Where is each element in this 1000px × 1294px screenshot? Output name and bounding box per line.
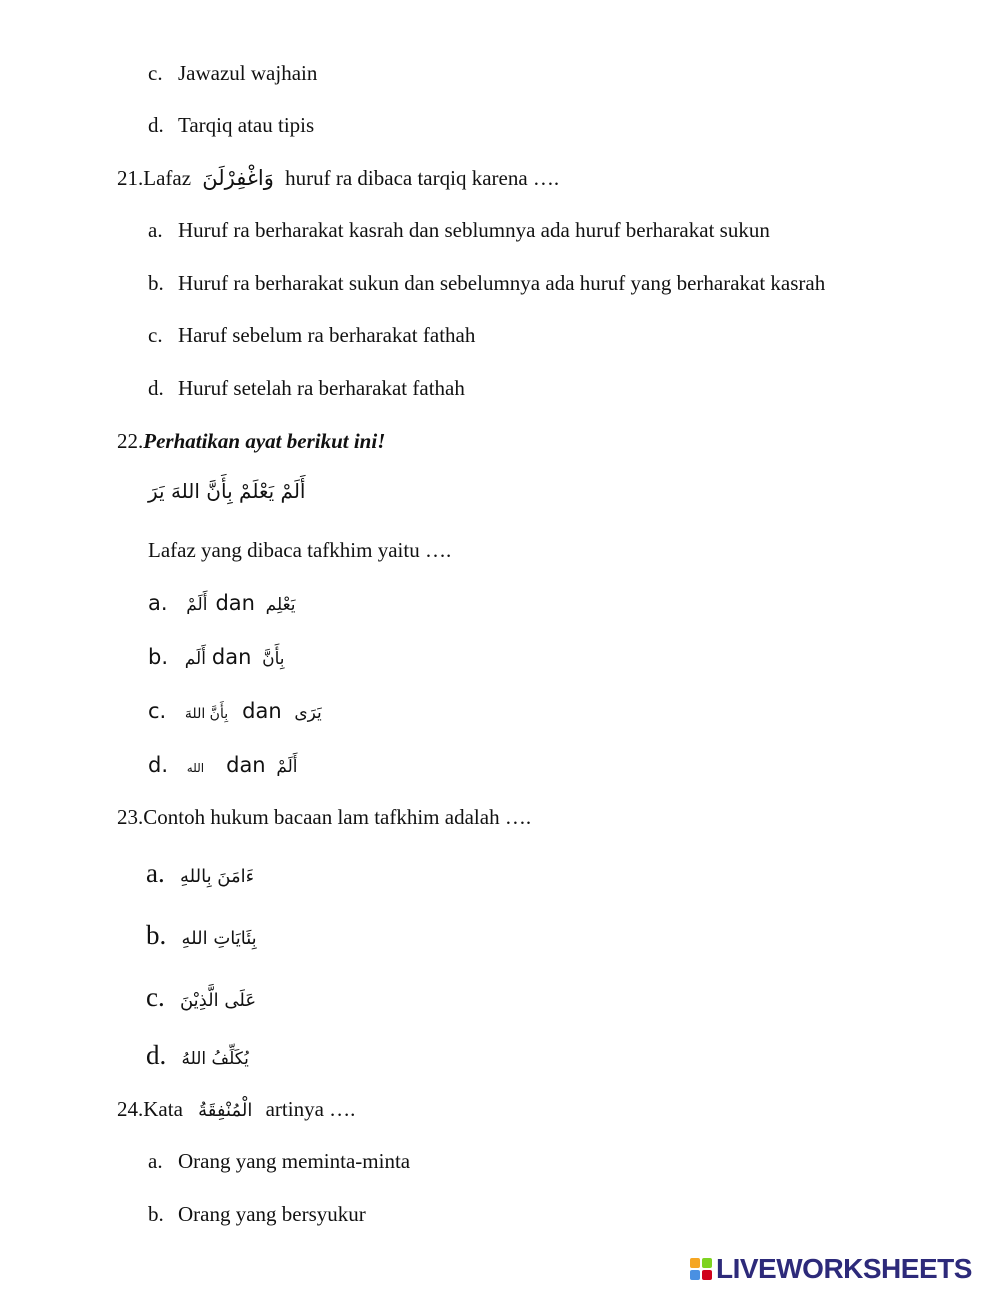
question-number: 23. xyxy=(117,805,144,829)
option-text: Huruf setelah ra berharakat fathah xyxy=(178,376,465,400)
logo-text: LIVEWORKSHEETS xyxy=(716,1253,972,1284)
option-label: d. xyxy=(146,1040,167,1070)
q21-option-c[interactable] xyxy=(148,322,475,348)
question-instruction: Perhatikan ayat berikut ini! xyxy=(143,429,386,453)
logo-square xyxy=(690,1258,700,1268)
option-label: c. xyxy=(148,699,167,723)
option-text: Huruf ra berharakat kasrah dan seblumnya ada huruf berharakat sukun xyxy=(178,218,770,242)
question-22 xyxy=(117,428,385,454)
option-label: b. xyxy=(148,1202,164,1226)
q21-option-d[interactable] xyxy=(148,375,465,401)
arabic-word: بِأَنَّ xyxy=(262,649,285,669)
option-label: b. xyxy=(148,271,164,295)
logo-square xyxy=(702,1270,712,1280)
question-text: Contoh hukum bacaan lam tafkhim adalah …. xyxy=(143,805,532,829)
option-label: d. xyxy=(148,753,169,777)
option-label: a. xyxy=(148,218,163,242)
question-number: 24. xyxy=(117,1097,144,1121)
liveworksheets-logo[interactable] xyxy=(690,1254,972,1284)
arabic-word: أَلَم xyxy=(184,649,206,669)
question-pre: Kata xyxy=(143,1097,183,1121)
option-label: b. xyxy=(146,920,167,950)
option-label: c. xyxy=(148,323,163,347)
q23-option-b[interactable] xyxy=(146,922,257,952)
arabic-word: وَاغْفِرْلَنَ xyxy=(202,166,274,190)
q22-verse xyxy=(148,478,305,504)
arabic-word: بِأَنَّ اللهَ xyxy=(184,706,229,722)
option-text: Haruf sebelum ra berharakat fathah xyxy=(178,323,476,347)
q20-option-d[interactable] xyxy=(148,112,314,138)
arabic-word: بِئَايَاتِ اللهِ xyxy=(181,928,257,949)
q21-option-a[interactable] xyxy=(148,217,770,243)
question-text: Lafaz yang dibaca tafkhim yaitu …. xyxy=(148,538,452,562)
arabic-word: يَعْلِم xyxy=(265,595,296,615)
q22-option-a[interactable] xyxy=(148,590,296,618)
arabic-word: يَرَى xyxy=(294,703,322,723)
option-conj: dan xyxy=(242,699,282,723)
option-label: c. xyxy=(148,61,163,85)
q22-question xyxy=(148,537,451,563)
logo-mark-icon xyxy=(690,1258,712,1280)
option-label: a. xyxy=(148,591,168,615)
q21-option-b[interactable] xyxy=(148,270,825,296)
q23-option-d[interactable] xyxy=(146,1042,249,1072)
question-post: artinya …. xyxy=(265,1097,356,1121)
q24-option-b[interactable] xyxy=(148,1201,366,1227)
arabic-verse: أَلَمْ يَعْلَمْ بِأَنَّ اللهَ يَرَ xyxy=(148,479,306,503)
q23-option-a[interactable] xyxy=(146,860,254,890)
question-23 xyxy=(117,804,531,830)
arabic-word: يُكَلِّفُ اللهُ xyxy=(181,1049,249,1069)
option-text: Orang yang meminta-minta xyxy=(178,1149,411,1173)
question-post: huruf ra dibaca tarqiq karena …. xyxy=(285,166,560,190)
option-text: Huruf ra berharakat sukun dan sebelumnya ada huruf yang berharakat kasrah xyxy=(178,271,826,295)
arabic-word: أَلَمْ xyxy=(276,757,298,777)
arabic-word: ءَامَنَ بِاللهِ xyxy=(179,866,255,887)
question-number: 21. xyxy=(117,166,144,190)
option-conj: dan xyxy=(215,591,255,615)
arabic-word: الْمُنْفِقَةُ xyxy=(198,1100,253,1121)
q20-option-c[interactable] xyxy=(148,60,317,86)
logo-square xyxy=(690,1270,700,1280)
option-label: d. xyxy=(148,113,164,137)
q23-option-c[interactable] xyxy=(146,984,256,1014)
option-text: Orang yang bersyukur xyxy=(178,1202,366,1226)
q22-option-c[interactable] xyxy=(148,698,322,727)
question-24 xyxy=(117,1096,355,1124)
option-label: a. xyxy=(148,1149,163,1173)
q24-option-a[interactable] xyxy=(148,1148,410,1174)
option-label: c. xyxy=(146,982,165,1012)
q22-option-d[interactable] xyxy=(148,752,298,781)
arabic-word: الله xyxy=(186,761,205,775)
option-text: Jawazul wajhain xyxy=(178,61,318,85)
question-pre: Lafaz xyxy=(143,166,192,190)
option-label: d. xyxy=(148,376,164,400)
option-text: Tarqiq atau tipis xyxy=(178,113,315,137)
question-number: 22. xyxy=(117,429,144,453)
option-label: a. xyxy=(146,858,165,888)
arabic-word: أَلَمْ xyxy=(186,595,208,615)
q22-option-b[interactable] xyxy=(148,644,285,672)
question-21 xyxy=(117,165,559,191)
arabic-word: عَلَى الَّذِيْنَ xyxy=(179,990,257,1011)
logo-square xyxy=(702,1258,712,1268)
option-conj: dan xyxy=(226,753,266,777)
option-label: b. xyxy=(148,645,169,669)
option-conj: dan xyxy=(211,645,252,669)
